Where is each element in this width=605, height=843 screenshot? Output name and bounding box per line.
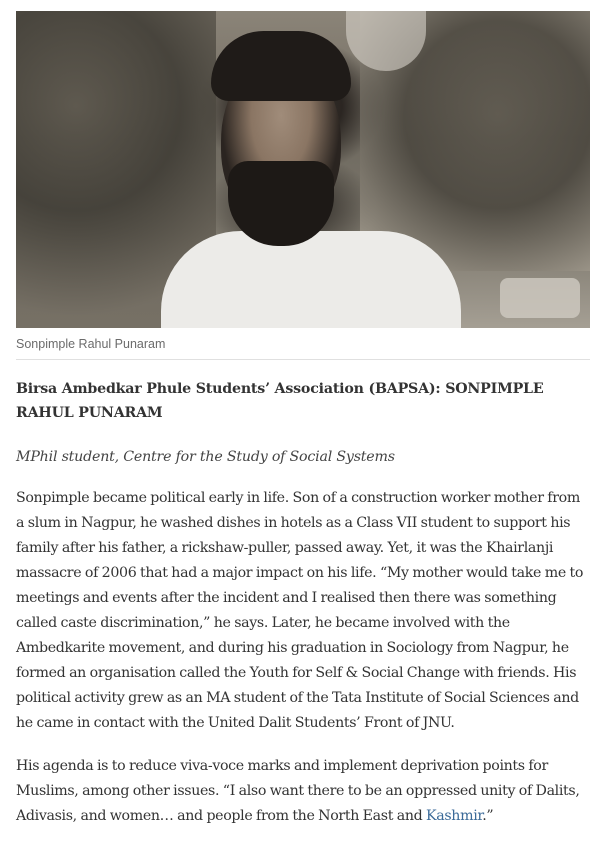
paragraph-2 [16, 754, 590, 829]
photo-caption: Sonpimple Rahul Punaram [16, 336, 590, 360]
section-subheading: MPhil student, Centre for the Study of Social Systems [16, 449, 395, 465]
hair [211, 31, 351, 101]
section-heading: Birsa Ambedkar Phule Students’ Association (BAPSA): SONPIMPLE RAHUL PUNARAM [16, 381, 544, 421]
paragraph-2-text-after: .” [482, 808, 494, 824]
paragraph-2-text-before: His agenda is to reduce viva-voce marks and implement deprivation points for Muslims, among other issues. “I also want there to be an oppressed unity of Dalits, Adivasis, and women… and people from the North East and [16, 758, 580, 824]
white-shirt [161, 231, 461, 328]
article-container [16, 11, 590, 829]
kashmir-link[interactable]: Kashmir [426, 808, 483, 824]
article-body [16, 377, 590, 829]
parked-vehicle [500, 278, 580, 318]
portrait-photo [16, 11, 590, 328]
paragraph-1: Sonpimple became political early in life. Son of a construction worker mother from a slum in Nagpur, he washed dishes in hotels as a Class VII student to support his family after his father, a rickshaw-puller, passed away. Yet, it was the Khairlanji massacre of 2006 that had a major impact on his life. “My mother would take me to meetings and events after the incident and I realised then there was something called caste discrimination,” he says. Later, he became involved with the Ambedkarite movement, and during his graduation in Sociology from Nagpur, he formed an organisation called the Youth for Self & Social Change with friends. His political activity grew as an MA student of the Tata Institute of Social Sciences and he came in contact with the United Dalit Students’ Front of JNU. [16, 490, 584, 731]
article-figure [16, 11, 590, 360]
